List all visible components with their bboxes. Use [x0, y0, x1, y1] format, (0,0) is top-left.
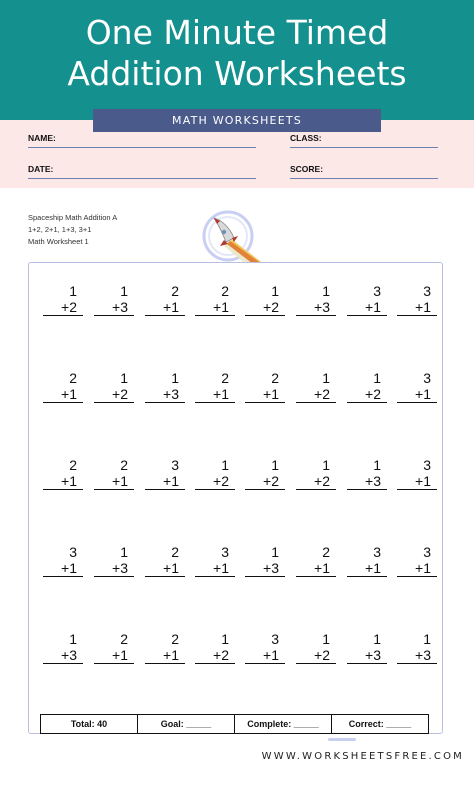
addend-bottom: +1 [397, 386, 437, 403]
addition-problem [43, 457, 83, 490]
addend-bottom: +1 [145, 473, 185, 490]
worksheet-area [28, 262, 443, 734]
addend-bottom: +1 [195, 560, 235, 577]
addition-problem [94, 631, 134, 664]
score-line [290, 178, 438, 179]
addend-top: 1 [69, 283, 77, 299]
addend-top: 1 [120, 370, 128, 386]
addition-problem [296, 631, 336, 664]
addition-problem [145, 283, 185, 316]
score-summary [40, 714, 429, 734]
addition-problem [145, 457, 185, 490]
addition-problem [43, 370, 83, 403]
addend-bottom: +2 [296, 647, 336, 664]
addend-bottom: +3 [347, 647, 387, 664]
name-line [28, 147, 256, 148]
addition-problem [245, 457, 285, 490]
addition-problem [347, 370, 387, 403]
addend-bottom: +1 [347, 299, 387, 316]
addend-top: 3 [423, 370, 431, 386]
complete-cell: Complete: _____ [235, 715, 332, 733]
addend-top: 1 [171, 370, 179, 386]
addend-top: 1 [322, 283, 330, 299]
addend-top: 3 [423, 283, 431, 299]
addend-top: 2 [120, 631, 128, 647]
addend-top: 1 [271, 283, 279, 299]
addend-bottom: +3 [296, 299, 336, 316]
addition-problem [397, 457, 437, 490]
addend-bottom: +2 [43, 299, 83, 316]
addition-problem [296, 544, 336, 577]
addend-top: 2 [69, 457, 77, 473]
date-label: DATE: [28, 164, 54, 174]
addend-bottom: +3 [245, 560, 285, 577]
addition-problem [43, 631, 83, 664]
addend-bottom: +1 [245, 386, 285, 403]
addition-problem [43, 283, 83, 316]
addend-top: 2 [221, 283, 229, 299]
addition-problem [145, 544, 185, 577]
addend-top: 1 [373, 631, 381, 647]
addend-bottom: +1 [296, 560, 336, 577]
addend-bottom: +1 [397, 299, 437, 316]
addend-bottom: +2 [195, 647, 235, 664]
addend-bottom: +2 [347, 386, 387, 403]
addend-bottom: +2 [296, 473, 336, 490]
addition-problem [94, 370, 134, 403]
addend-top: 2 [221, 370, 229, 386]
addend-top: 2 [120, 457, 128, 473]
addition-problem [195, 544, 235, 577]
addend-top: 2 [322, 544, 330, 560]
addend-bottom: +1 [195, 299, 235, 316]
addend-top: 1 [221, 631, 229, 647]
addend-bottom: +2 [245, 473, 285, 490]
addition-problem [245, 544, 285, 577]
addend-bottom: +3 [94, 560, 134, 577]
addend-top: 2 [171, 631, 179, 647]
addend-top: 3 [423, 544, 431, 560]
addition-problem [245, 370, 285, 403]
divider [328, 738, 356, 741]
addend-top: 1 [271, 544, 279, 560]
addend-bottom: +1 [145, 299, 185, 316]
addition-problem [397, 631, 437, 664]
addition-problem [43, 544, 83, 577]
category-badge: MATH WORKSHEETS [93, 109, 381, 132]
addition-problem [296, 283, 336, 316]
worksheet-number: Math Worksheet 1 [28, 237, 89, 246]
addend-top: 2 [69, 370, 77, 386]
addend-top: 3 [373, 544, 381, 560]
addend-bottom: +1 [43, 473, 83, 490]
addition-problem [397, 283, 437, 316]
addition-problem [245, 283, 285, 316]
addition-problem [397, 370, 437, 403]
addend-top: 1 [322, 370, 330, 386]
worksheet-facts: 1+2, 2+1, 1+3, 3+1 [28, 225, 92, 234]
addition-problem [94, 283, 134, 316]
addition-problem [195, 370, 235, 403]
addend-top: 3 [69, 544, 77, 560]
addend-top: 1 [322, 457, 330, 473]
addend-bottom: +3 [145, 386, 185, 403]
addend-top: 3 [221, 544, 229, 560]
addition-problem [347, 283, 387, 316]
worksheet-subtitle: Spaceship Math Addition A [28, 213, 118, 222]
addition-problem [94, 544, 134, 577]
addition-problem [296, 370, 336, 403]
addend-bottom: +2 [296, 386, 336, 403]
addend-bottom: +1 [145, 560, 185, 577]
addition-problem [296, 457, 336, 490]
addend-top: 1 [69, 631, 77, 647]
goal-cell: Goal: _____ [138, 715, 235, 733]
addend-bottom: +3 [43, 647, 83, 664]
addend-top: 3 [373, 283, 381, 299]
site-url[interactable]: WWW.WORKSHEETSFREE.COM [261, 751, 464, 762]
addend-top: 2 [171, 283, 179, 299]
addend-top: 1 [373, 370, 381, 386]
name-label: NAME: [28, 133, 56, 143]
addend-top: 1 [373, 457, 381, 473]
addend-bottom: +1 [347, 560, 387, 577]
addend-bottom: +1 [94, 647, 134, 664]
addend-top: 1 [221, 457, 229, 473]
class-line [290, 147, 438, 148]
addend-bottom: +1 [94, 473, 134, 490]
class-label: CLASS: [290, 133, 322, 143]
addend-top: 3 [171, 457, 179, 473]
addend-bottom: +1 [43, 560, 83, 577]
page-title-line-2: Addition Worksheets [67, 54, 407, 93]
addition-problem [347, 457, 387, 490]
addend-top: 1 [322, 631, 330, 647]
addend-bottom: +1 [397, 560, 437, 577]
addition-problem [245, 631, 285, 664]
addition-problem [347, 544, 387, 577]
addend-top: 2 [171, 544, 179, 560]
addend-bottom: +3 [347, 473, 387, 490]
addend-bottom: +2 [94, 386, 134, 403]
addition-problem [145, 631, 185, 664]
addend-top: 3 [271, 631, 279, 647]
addend-top: 1 [120, 544, 128, 560]
correct-cell: Correct: _____ [348, 719, 412, 729]
addend-bottom: +2 [245, 299, 285, 316]
addend-bottom: +3 [94, 299, 134, 316]
addend-bottom: +1 [43, 386, 83, 403]
addend-top: 2 [271, 370, 279, 386]
date-line [28, 178, 256, 179]
header-banner [0, 0, 474, 120]
addend-bottom: +1 [145, 647, 185, 664]
total-cell: Total: 40 [41, 715, 138, 733]
addend-top: 1 [120, 283, 128, 299]
addition-problem [347, 631, 387, 664]
addend-bottom: +1 [195, 386, 235, 403]
addition-problem [195, 283, 235, 316]
addend-bottom: +1 [397, 473, 437, 490]
addend-bottom: +1 [245, 647, 285, 664]
addition-problem [94, 457, 134, 490]
addend-bottom: +3 [397, 647, 437, 664]
addition-problem [397, 544, 437, 577]
addition-problem [195, 631, 235, 664]
addend-top: 1 [271, 457, 279, 473]
page-title-line-1: One Minute Timed [85, 13, 389, 52]
addend-top: 1 [423, 631, 431, 647]
score-label: SCORE: [290, 164, 324, 174]
addend-bottom: +2 [195, 473, 235, 490]
addend-top: 3 [423, 457, 431, 473]
addition-problem [195, 457, 235, 490]
addition-problem [145, 370, 185, 403]
